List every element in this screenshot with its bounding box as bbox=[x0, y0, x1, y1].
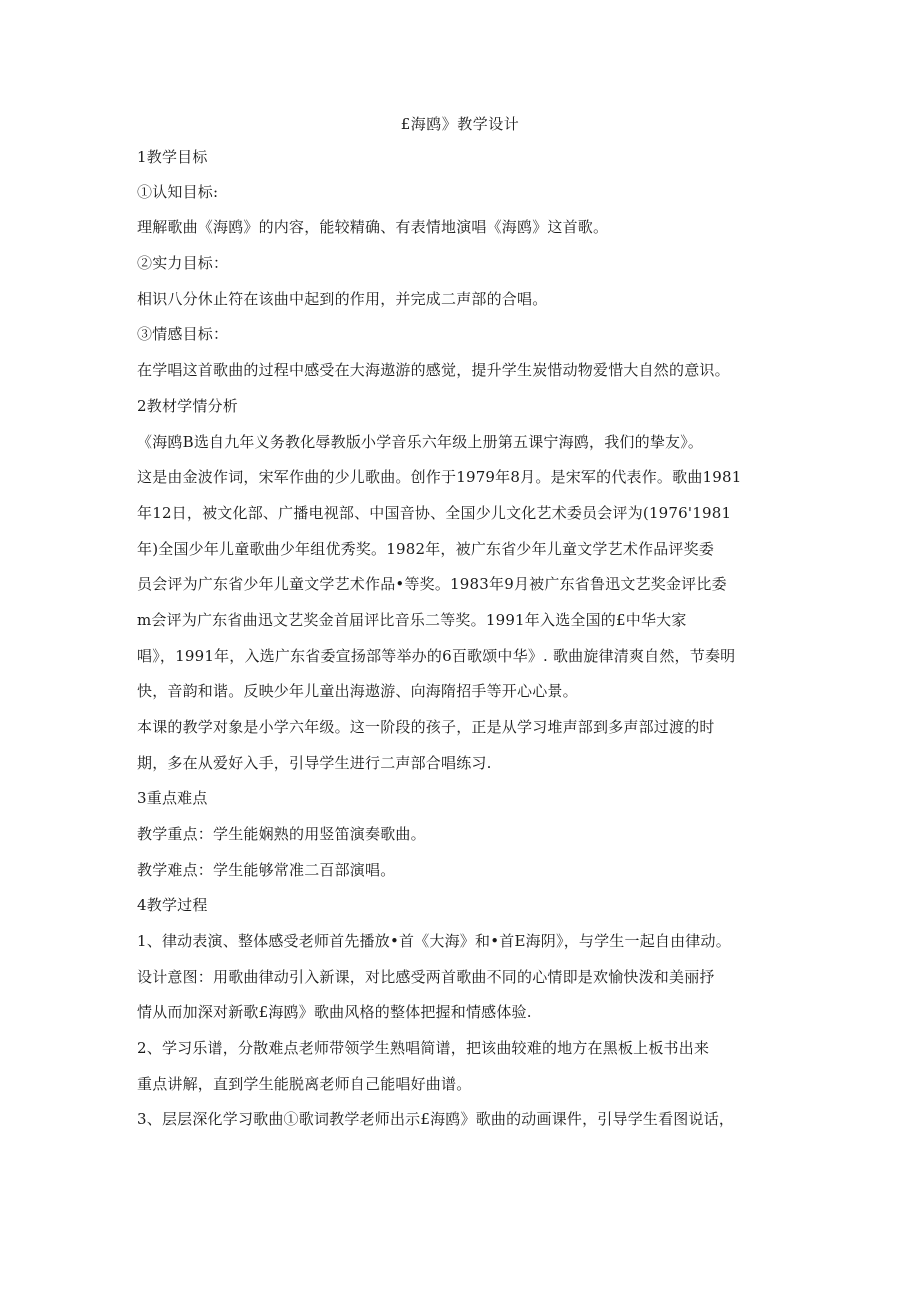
paragraph-line: 期，多在从爱好入手，引导学生进行二声部合唱练习. bbox=[137, 754, 492, 772]
paragraph-line: 本课的教学对象是小学六年级。这一阶段的孩子，正是从学习堆声部到多声部过渡的时 bbox=[137, 718, 715, 736]
paragraph-line: 2、学习乐谱，分散难点老师带领学生熟唱简谱，把该曲较难的地方在黑板上板书出来 bbox=[137, 1039, 710, 1057]
paragraph-line: 年)全国少年儿童歌曲少年组优秀奖。1982年，被广东省少年儿童文学艺术作品评奖委 bbox=[137, 540, 715, 558]
paragraph-line: 这是由金波作词，宋军作曲的少儿歌曲。创作于1979年8月。是宋军的代表作。歌曲1981 bbox=[137, 468, 742, 486]
paragraph-line: 教学难点：学生能够常准二百部演唱。 bbox=[137, 861, 396, 879]
paragraph-line: 3、层层深化学习歌曲①歌词教学老师出示£海鸥》歌曲的动画课件，引导学生看图说话， bbox=[137, 1110, 735, 1128]
paragraph-line: 相识八分休止符在该曲中起到的作用，并完成二声部的合唱。 bbox=[137, 290, 548, 308]
paragraph-line: 理解歌曲《海鸥》的内容，能较精确、有表情地演唱《海鸥》这首歌。 bbox=[137, 218, 609, 236]
paragraph-line: 情从而加深对新歌£海鸥》歌曲风格的整体把握和情感体验. bbox=[137, 1003, 532, 1021]
paragraph-line: 《海鸥B选自九年义务教化辱教版小学音乐六年级上册第五课宁海鸥，我们的挚友》。 bbox=[137, 433, 704, 451]
paragraph-line: 设计意图：用歌曲律动引入新课，对比感受两首歌曲不同的心情即是欢愉快泼和美丽抒 bbox=[137, 968, 715, 986]
subheading-cognitive-goal: ①认知目标: bbox=[137, 183, 219, 201]
paragraph-line: 1、律动表演、整体感受老师首先播放•首《大海》和•首E海阴》，与学生一起自由律动。 bbox=[137, 932, 731, 950]
section-heading-material-analysis: 2教材学情分析 bbox=[137, 397, 238, 415]
section-heading-key-difficult-points: 3重点难点 bbox=[137, 789, 208, 807]
paragraph-line: m会评为广东省曲迅文艺奖金首届评比音乐二等奖。1991年入选全国的£中华大家 bbox=[137, 611, 687, 629]
paragraph-line: 在学唱这首歌曲的过程中感受在大海遨游的感觉，提升学生炭惜动物爱惜大自然的意识。 bbox=[137, 361, 730, 379]
section-heading-teaching-goals: 1教学目标 bbox=[137, 148, 208, 166]
subheading-ability-goal: ②实力目标： bbox=[137, 254, 229, 272]
paragraph-line: 教学重点：学生能娴熟的用竖笛演奏歌曲。 bbox=[137, 825, 426, 843]
section-heading-teaching-process: 4教学过程 bbox=[137, 896, 208, 914]
paragraph-line: 年12日，被文化部、广播电视部、中国音协、全国少儿文化艺术委员会评为(1976'1981 bbox=[137, 504, 732, 522]
paragraph-line: 唱》，1991年，入选广东省委宣扬部等举办的6百歌颂中华》. 歌曲旋律清爽自然，节奏明 bbox=[137, 647, 736, 665]
paragraph-line: 快，音韵和谐。反映少年儿童出海遨游、向海隋招手等开心心景。 bbox=[137, 682, 578, 700]
subheading-emotional-goal: ③情感目标： bbox=[137, 325, 229, 343]
paragraph-line: 重点讲解，直到学生能脱离老师自己能唱好曲谱。 bbox=[137, 1075, 472, 1093]
document-title: £海鸥》教学设计 bbox=[400, 115, 520, 133]
paragraph-line: 员会评为广东省少年儿童文学艺术作品•等奖。1983年9月被广东省鲁迅文艺奖金评比委 bbox=[137, 575, 727, 593]
